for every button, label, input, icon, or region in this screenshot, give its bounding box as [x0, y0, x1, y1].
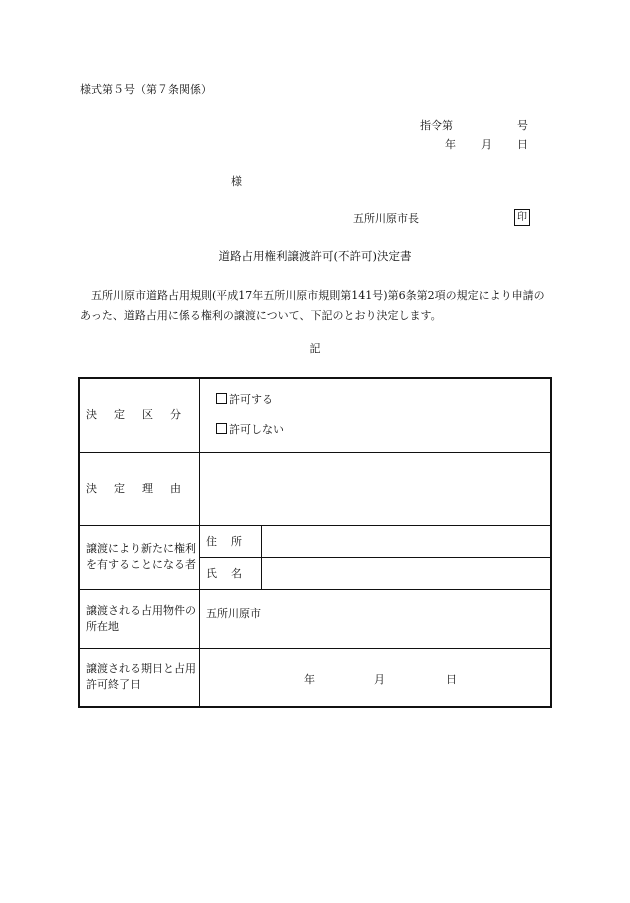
location-row: [79, 589, 551, 648]
date-year: 年: [445, 138, 456, 151]
period-row: [79, 648, 551, 707]
address-label: 住所: [200, 525, 262, 557]
period-month: 月: [374, 672, 385, 686]
period-value[interactable]: [200, 648, 552, 707]
option-deny[interactable]: [200, 415, 550, 445]
period-label: 譲渡される期日と占用許可終了日: [79, 648, 200, 707]
decision-table: [78, 377, 552, 708]
new-holder-label: 譲渡により新たに権利を有することになる者: [79, 525, 200, 589]
date-day: 日: [517, 138, 528, 151]
seal-box: 印: [514, 209, 530, 226]
reason-label: 決定理由: [79, 452, 200, 525]
ki-heading: 記: [309, 342, 321, 355]
reference-suffix: 号: [517, 119, 528, 132]
date-month: 月: [481, 138, 492, 151]
option-permit-label: 許可する: [229, 393, 273, 407]
issuer: 五所川原市長: [353, 212, 419, 225]
document-title: 道路占用権利譲渡許可(不許可)決定書: [218, 249, 412, 263]
body-text: 五所川原市道路占用規則(平成17年五所川原市規則第141号)第6条第2項の規定により申請のあった、道路占用に係る権利の譲渡について、下記のとおり決定します。: [80, 289, 545, 322]
location-label: 譲渡される占用物件の所在地: [79, 589, 200, 648]
name-label: 氏名: [200, 557, 262, 589]
period-year: 年: [304, 672, 315, 686]
reason-value[interactable]: [200, 452, 552, 525]
location-value: 五所川原市: [200, 589, 552, 648]
option-deny-label: 許可しない: [229, 423, 284, 437]
new-holder-address-row: [79, 525, 551, 557]
reason-row: [79, 452, 551, 525]
addressee-suffix: 様: [231, 175, 242, 188]
decision-label: 決定区分: [79, 378, 200, 452]
checkbox-icon[interactable]: [216, 393, 227, 404]
name-value[interactable]: [262, 557, 552, 589]
form-number: 様式第５号（第７条関係）: [80, 83, 212, 96]
checkbox-icon[interactable]: [216, 423, 227, 434]
decision-options: [200, 378, 552, 452]
option-permit[interactable]: [200, 385, 550, 415]
reference-prefix: 指令第: [420, 119, 453, 132]
address-value[interactable]: [262, 525, 552, 557]
decision-row: [79, 378, 551, 452]
period-day: 日: [446, 672, 457, 686]
